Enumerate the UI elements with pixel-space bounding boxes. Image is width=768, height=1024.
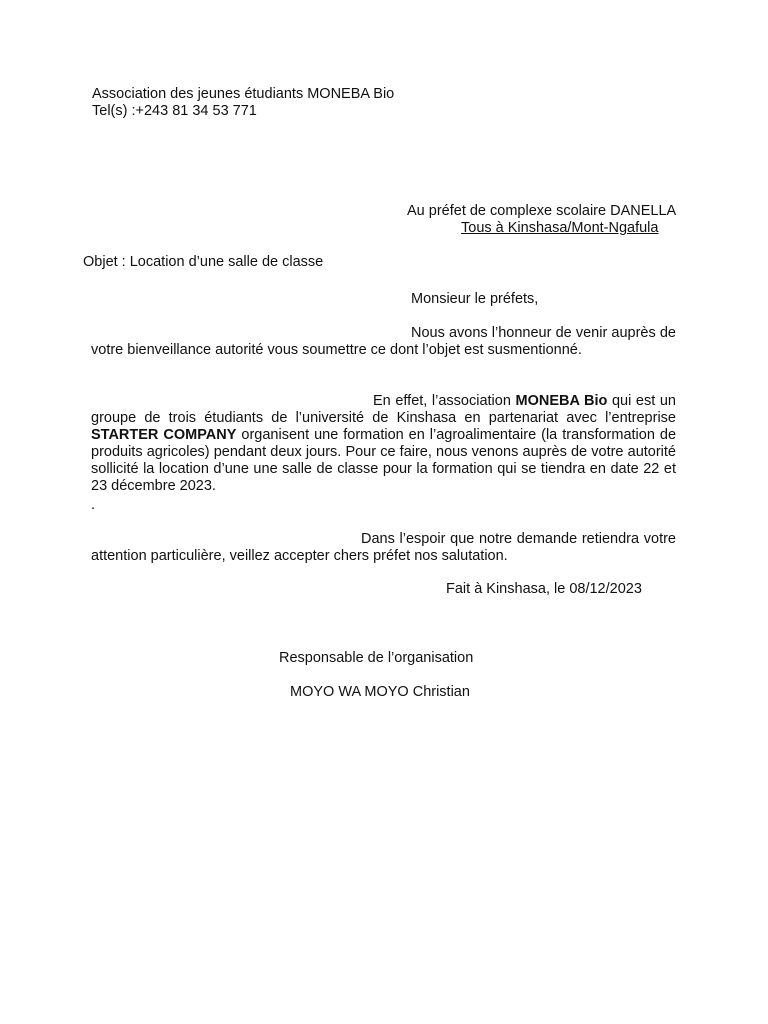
paragraph-details-part2: qui est un groupe de trois étudiants de l’université de Kinshasa en partenariat avec l’entreprise [91, 393, 676, 426]
signature-name: MOYO WA MOYO Christian [290, 684, 470, 700]
paragraph-details [91, 393, 676, 495]
paragraph-details-part3: organisent une formation en l’agroalimentaire (la transformation de produits agricoles) pendant deux jours. Pour ce faire, nous venons auprès de votre autorité sollicité la location d’une une salle de classe pour la formation qui se tiendra en date 22 et 23 décembre 2023. [91, 427, 677, 494]
paragraph-closing-text: Dans l’espoir que notre demande retiendra votre attention particulière, veillez accepter chers préfet nos salutation. [91, 531, 676, 564]
addressee-title: Au préfet de complexe scolaire DANELLA [407, 203, 677, 219]
signature-title: Responsable de l’organisation [279, 650, 474, 666]
addressee-block [407, 203, 677, 236]
paragraph-introduction [91, 325, 676, 359]
stray-dot: . [91, 497, 96, 513]
company-name: STARTER COMPANY [91, 427, 237, 443]
date-line: Fait à Kinshasa, le 08/12/2023 [446, 581, 642, 597]
association-name: MONEBA Bio [515, 393, 608, 409]
letter-subject: Objet : Location d’une salle de classe [83, 254, 324, 270]
paragraph-details-part1: En effet, l’association [373, 393, 516, 409]
sender-name: Association des jeunes étudiants MONEBA Bio [92, 86, 395, 102]
sender-phone: Tel(s) :+243 81 34 53 771 [92, 103, 257, 119]
salutation: Monsieur le préfets, [411, 291, 539, 307]
paragraph-closing [91, 531, 676, 565]
addressee-location: Tous à Kinshasa/Mont-Ngafula [461, 220, 659, 236]
sender-block [92, 86, 394, 120]
paragraph-introduction-text: Nous avons l’honneur de venir auprès de votre bienveillance autorité vous soumettre ce dont l’objet est susmentionné. [91, 325, 676, 358]
